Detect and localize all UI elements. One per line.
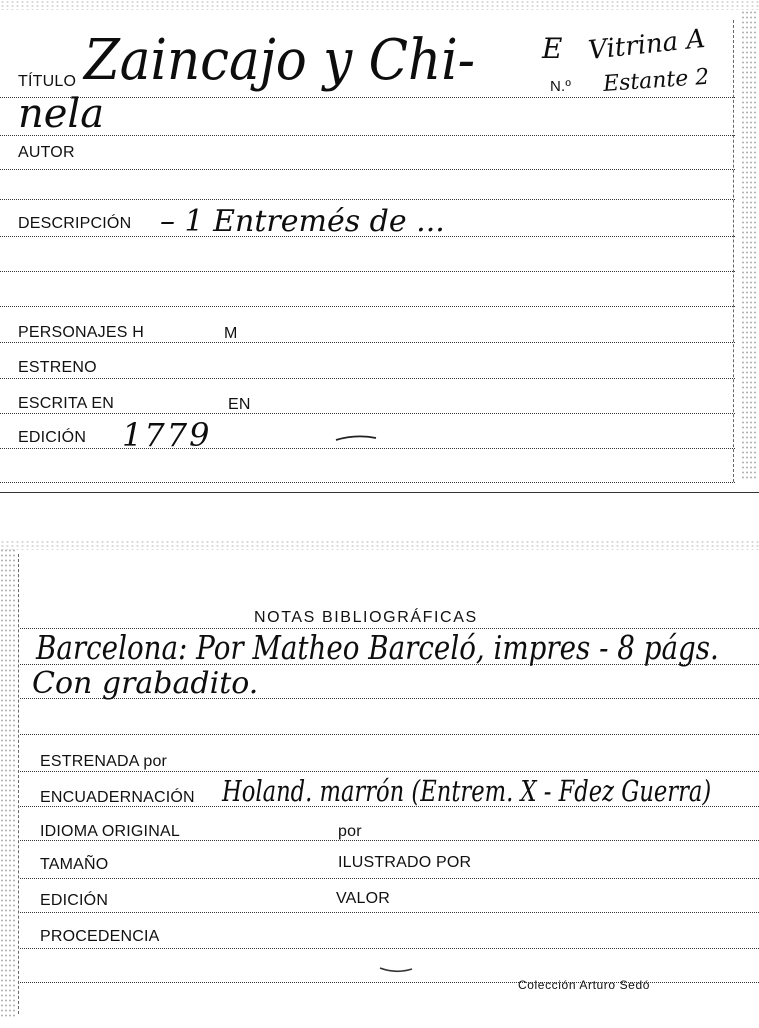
catalog-card-front [0, 0, 759, 492]
label-titulo: TÍTULO [18, 73, 77, 90]
card-rule [0, 169, 735, 170]
handwritten-estante: Estante 2 [602, 64, 711, 97]
label-tamano: TAMAÑO [40, 856, 109, 873]
handwritten-vitrina: Vitrina A [586, 23, 707, 66]
label-escrita-en: ESCRITA EN [18, 395, 114, 412]
card-rule [0, 271, 735, 272]
label-estante-no: N.º [550, 78, 572, 95]
card-rule [0, 306, 735, 307]
label-encuadernacion: ENCUADERNACIÓN [40, 789, 195, 806]
card-rule [0, 199, 735, 200]
label-personajes-h: PERSONAJES H [18, 324, 144, 341]
handwritten-edicion: 1779 [122, 416, 212, 454]
label-estrenada-por: ESTRENADA por [40, 753, 168, 770]
label-ilustrado-por: ILUSTRADO POR [338, 854, 472, 871]
pencil-mark [334, 430, 378, 444]
card-rule [0, 378, 735, 379]
card-rule [0, 135, 735, 136]
paper-edge-speckle [0, 540, 759, 550]
handwritten-vitrina-letter: E [542, 32, 563, 65]
label-descripcion: DESCRIPCIÓN [18, 215, 132, 232]
handwritten-notes-line2: Con grabadito. [32, 666, 259, 701]
card-border-left [18, 554, 19, 1014]
card-rule [0, 342, 735, 343]
card-rule [20, 878, 759, 879]
label-escrita-en-2: EN [228, 396, 251, 413]
handwritten-encuadernacion: Holand. marrón (Entrem. X - Fdez Guerra) [222, 774, 712, 808]
label-idioma-original: IDIOMA ORIGINAL [40, 823, 180, 840]
card-rule [0, 97, 735, 98]
catalog-card-back [0, 540, 759, 1028]
notas-bibliograficas-heading: NOTAS BIBLIOGRÁFICAS [254, 609, 478, 626]
label-edicion: EDICIÓN [18, 429, 87, 446]
paper-edge-speckle [0, 0, 759, 10]
label-personajes-m: M [224, 325, 238, 342]
label-por: por [338, 823, 362, 840]
card-rule [20, 771, 759, 772]
card-rule [0, 413, 735, 414]
card-separator [0, 492, 759, 493]
label-valor: VALOR [336, 890, 391, 907]
pencil-mark [378, 964, 414, 976]
paper-edge-speckle [741, 10, 757, 480]
handwritten-title-line1: Zaincajo y Chi- [84, 28, 476, 93]
collection-footer: Colección Arturo Sedó [518, 978, 651, 992]
card-rule [0, 482, 735, 483]
handwritten-descripcion: – 1 Entremés de ... [160, 204, 445, 239]
label-estreno: ESTRENO [18, 359, 97, 376]
card-rule [20, 948, 759, 949]
handwritten-notes-line1: Barcelona: Por Matheo Barceló, impres - 8 págs. [36, 628, 719, 667]
label-autor: AUTOR [18, 144, 75, 161]
handwritten-title-line2: nela [18, 91, 105, 137]
card-rule [20, 734, 759, 735]
label-edicion-back: EDICIÓN [40, 892, 109, 909]
card-rule [20, 912, 759, 913]
paper-edge-speckle [0, 548, 16, 1018]
label-procedencia: PROCEDENCIA [40, 928, 160, 945]
card-rule [0, 448, 735, 449]
